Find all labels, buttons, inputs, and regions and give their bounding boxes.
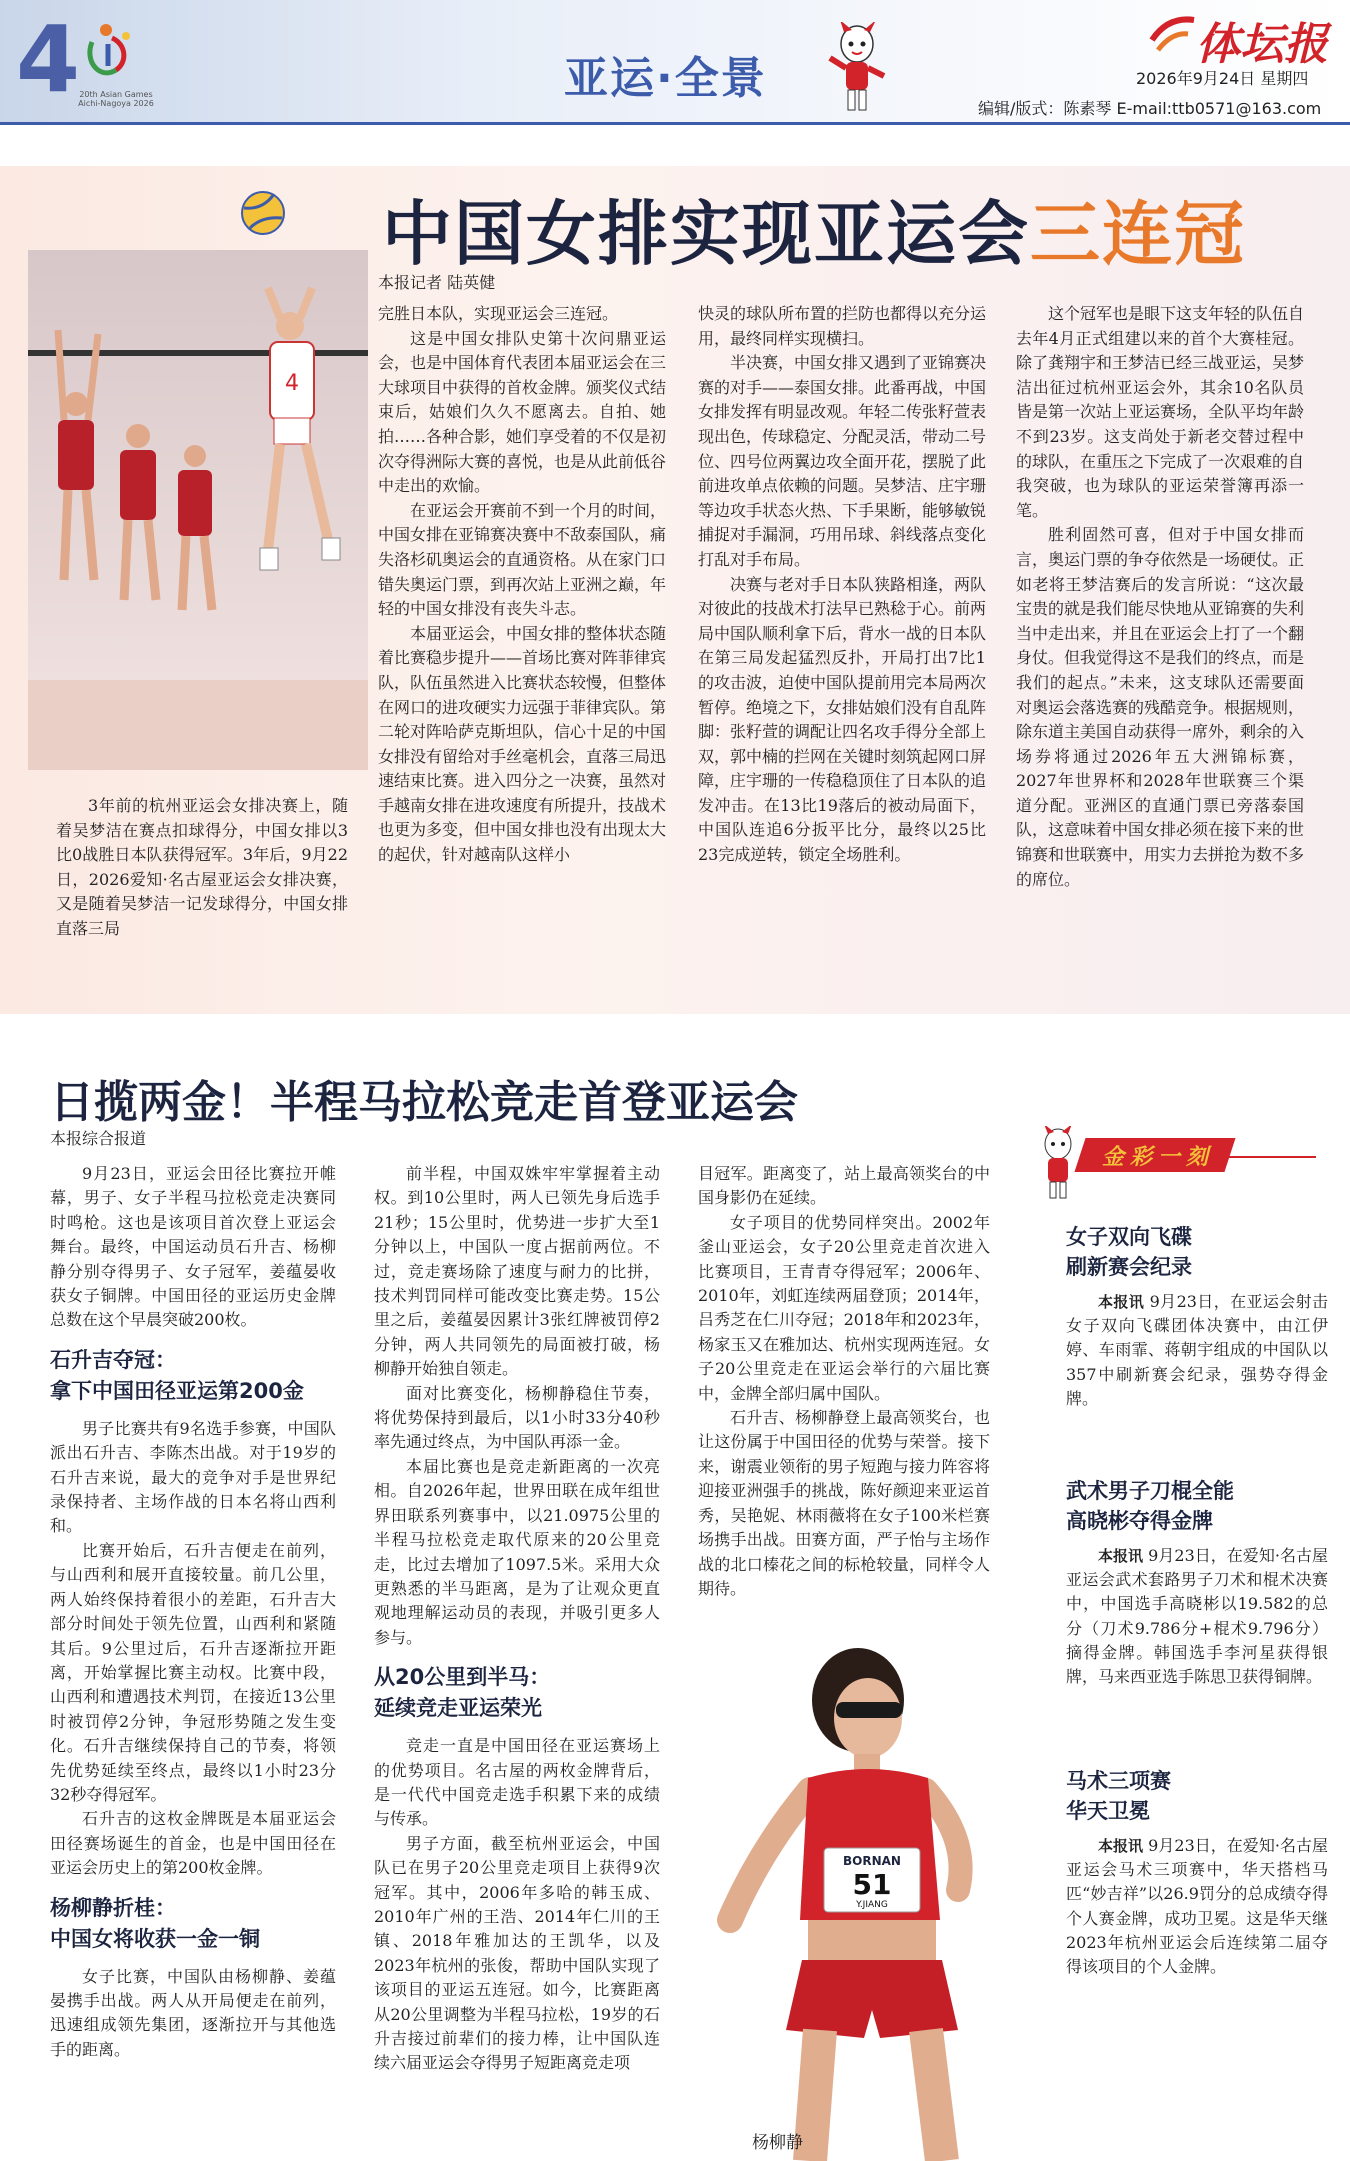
runner-photo-caption: 杨柳静 <box>752 2133 803 2153</box>
publication-date: 2026年9月24日 星期四 <box>1136 69 1309 88</box>
story2-byline: 本报综合报道 <box>50 1129 147 1148</box>
paragraph: 面对比赛变化，杨柳静稳住节奏，将优势保持到最后，以1小时33分40秒率先通过终点，为中国队再添一金。 <box>374 1383 660 1452</box>
brief-lead: 本报讯 <box>1098 1293 1145 1311</box>
race-walker-photo <box>690 1590 1010 2161</box>
editor-line: 编辑/版式：陈素琴 E-mail:ttb0571@163.com <box>978 99 1322 118</box>
paragraph: 完胜日本队，实现亚运会三连冠。 <box>378 304 619 323</box>
story1-byline: 本报记者 陆英健 <box>378 273 496 292</box>
brief-title-line1: 马术三项赛 <box>1066 1769 1171 1793</box>
asian-games-logo <box>82 22 144 82</box>
brief-title-line2: 华天卫冕 <box>1066 1799 1150 1823</box>
paragraph: 这个冠军也是眼下这支年轻的队伍自去年4月正式组建以来的首个大赛桂冠。除了龚翔宇和王梦洁已经三战亚运，吴梦洁出征过杭州亚运会外，其余10名队员皆是第一次站上亚运赛场，全队平均年龄不到23岁。这支尚处于新老交替过程中的球队，在重压之下完成了一次艰难的自我突破，也为球队的亚运荣誉簿再添一笔。 <box>1016 304 1305 520</box>
subheading <box>50 1893 336 1955</box>
subheading-line2: 延续竞走亚运荣光 <box>374 1696 542 1721</box>
story2-column-3 <box>698 1162 990 1601</box>
paper-name: 体坛报 <box>1196 19 1328 70</box>
paragraph: 女子项目的优势同样突出。2002年釜山亚运会，女子20公里竞走首次进入比赛项目，王青青夺得冠军；2006年、2010年，刘虹连续两届登顶；2014年，吕秀芝在仁川夺冠；2018年和2023年，杨家玉又在雅加达、杭州实现两连冠。女子20公里竞走在亚运会举行的六届比赛中，金牌全部归属中国队。 <box>698 1212 990 1403</box>
paragraph: 胜利固然可喜，但对于中国女排而言，奥运门票的争夺依然是一场硬仗。正如老将王梦洁赛后的发言所说：“这次最宝贵的就是我们能尽快地从亚锦赛的失利当中走出来，并且在亚运会上打了一个翻身仗。但我觉得这不是我们的终点，而是我们的起点。”未来，这支球队还需要面对奥运会落选赛的残酷竞争。根据规则，除东道主美国自动获得一席外，剩余的入场券将通过2026年五大洲锦标赛，2027年世界杯和2028年世联赛三个渠道分配。亚洲区的直通门票已旁落泰国队，这意味着中国女排必须在接下来的世锦赛和世联赛中，用实力去拼抢为数不多的席位。 <box>1016 525 1305 889</box>
header-divider <box>0 122 1350 125</box>
paragraph: 前半程，中国双姝牢牢掌握着主动权。到10公里时，两人已领先身后选手21秒；15公里时，优势进一步扩大至1分钟以上，中国队一度占据前两位。不过，竞走赛场除了速度与耐力的比拼，技术判罚同样可能改变比赛走势。15公里之后，姜蕴晏因累计3张红牌被罚停2分钟，两人共同领先的局面被打破，杨柳静开始独自领走。 <box>374 1164 660 1379</box>
paragraph: 这是中国女排队史第十次问鼎亚运会，也是中国体育代表团本届亚运会在三大球项目中获得的首枚金牌。颁奖仪式结束后，姑娘们久久不愿离去。自拍、她拍……各种合影，她们享受着的不仅是初次夺得洲际大赛的喜悦，也是从此前低谷中走出的欢愉。 <box>378 328 667 496</box>
subheading-line2: 中国女将收获一金一铜 <box>50 1926 260 1951</box>
paragraph: 石升吉的这枚金牌既是本届亚运会田径赛场诞生的首金，也是中国田径在亚运会历史上的第200枚金牌。 <box>50 1809 336 1878</box>
page-number: 4 <box>16 6 81 113</box>
story1-column-1 <box>378 302 666 868</box>
paragraph: 石升吉、杨柳静登上最高领奖台，也让这份属于中国田径的优势与荣誉。接下来，谢震业领衔的男子短跑与接力阵容将迎接亚洲强手的挑战，陈好颜迎来亚运首秀，吴艳妮、林雨薇将在女子100米栏赛场携手出战。田赛方面，严子怡与主场作战的北口榛花之间的标枪较量，同样令人期待。 <box>698 1408 990 1598</box>
brief-body: 9月23日，在爱知·名古屋亚运会马术三项赛中，华天搭档马匹“妙吉祥”以26.9罚分的总成绩夺得个人赛金牌，成功卫冕。这是华天继2023年杭州亚运会后连续第二届夺得该项目的个人金牌。 <box>1066 1836 1328 1977</box>
paragraph: 竞走一直是中国田径在亚运赛场上的优势项目。名古屋的两枚金牌背后，是一代代中国竞走选手积累下来的成绩与传承。 <box>374 1736 660 1829</box>
subheading-line2: 拿下中国田径亚运第200金 <box>50 1378 304 1403</box>
news-brief <box>1066 1222 1328 1411</box>
games-logo-caption: 20th Asian Games Aichi-Nagoya 2026 <box>78 90 154 108</box>
paragraph: 本届比赛也是竞走新距离的一次亮相。自2026年起，世界田联在成年组世界田联系列赛事中，以21.0975公里的半程马拉松竞走取代原来的20公里竞走，比过去增加了1097.5米。采用大众更熟悉的半马距离，是为了让观众更直观地理解运动员的表现，并吸引更多人参与。 <box>374 1456 660 1647</box>
sidebar-banner-rule <box>1220 1156 1316 1158</box>
brief-title-line1: 武术男子刀棍全能 <box>1066 1479 1234 1503</box>
subheading-line1: 石升吉夺冠： <box>50 1347 176 1372</box>
paragraph: 比赛开始后，石升吉便走在前列，与山西利和展开直接较量。前几公里，两人始终保持着很小的差距，石升吉大部分时间处于领先位置，山西利和紧随其后。9公里过后，石升吉逐渐拉开距离，开始掌握比赛主动权。比赛中段，山西利和遭遇技术判罚，在接近13公里时被罚停2分钟，争冠形势随之发生变化。石升吉继续保持自己的节奏，将领先优势延续至终点，最终以1小时23分32秒夺得冠军。 <box>50 1540 336 1804</box>
bib-name: Y.JIANG <box>856 1900 888 1910</box>
story1-column-2 <box>698 302 986 868</box>
headline-main: 中国女排实现亚运会 <box>382 193 1030 275</box>
paragraph: 决赛与老对手日本队狭路相逢，两队对彼此的技战术打法早已熟稔于心。前两局中国队顺利拿下后，背水一战的日本队在第三局发起猛烈反扑，开局打出7比1的攻击波，迫使中国队提前用完本局两次暂停。绝境之下，女排姑娘们没有自乱阵脚：张籽萱的调配让四名攻手得分全部上双，郭中楠的拦网在关键时刻筑起网口屏障，庄宇珊的一传稳稳顶住了日本队的追发冲击。在13比19落后的被动局面下，中国队连追6分扳平比分，最终以25比23完成逆转，锁定全场胜利。 <box>698 574 987 865</box>
brief-body: 9月23日，在爱知·名古屋亚运会武术套路男子刀术和棍术决赛中，中国选手高晓彬以19.582的总分（刀术9.786分+棍术9.796分）摘得金牌。韩国选手李河星获得银牌，马来西亚选手陈思卫获得铜牌。 <box>1066 1546 1328 1687</box>
news-brief <box>1066 1476 1328 1689</box>
bib-number: 51 <box>852 1868 892 1901</box>
brief-title-line1: 女子双向飞碟 <box>1066 1225 1192 1249</box>
volleyball-players-photo <box>28 250 368 770</box>
paragraph: 快灵的球队所布置的拦防也都得以充分运用，最终同样实现横扫。 <box>698 304 987 348</box>
headline-accent: 三连冠 <box>1030 193 1246 275</box>
story1-photo-caption: 3年前的杭州亚运会女排决赛上，随着吴梦洁在赛点扣球得分，中国女排以3比0战胜日本队获得冠军。3年后，9月22日，2026爱知·名古屋亚运会女排决赛，又是随着吴梦洁一记发球得分，中国女排直落三局 <box>56 796 348 938</box>
sidebar-banner-title: 金彩一刻 <box>1102 1145 1215 1170</box>
brief-title-line2: 刷新赛会纪录 <box>1066 1255 1192 1279</box>
mascot-illustration <box>822 22 892 116</box>
highlights-sidebar <box>1030 1126 1330 2061</box>
brief-lead: 本报讯 <box>1098 1547 1144 1565</box>
paragraph: 目冠军。距离变了，站上最高领奖台的中国身影仍在延续。 <box>698 1164 990 1208</box>
bib-sponsor: BORNAN <box>843 1854 901 1868</box>
brief-lead: 本报讯 <box>1098 1837 1144 1855</box>
paragraph: 本届亚运会，中国女排的整体状态随着比赛稳步提升——首场比赛对阵菲律宾队，队伍虽然进入比赛状态较慢，但整体在网口的进攻硬实力远强于菲律宾队。第二轮对阵哈萨克斯坦队，信心十足的中国女排没有留给对手丝毫机会，直落三局迅速结束比赛。进入四分之一决赛，虽然对手越南女排在进攻速度有所提升，技战术也更为多变，但中国女排也没有出现太大的起伏，针对越南队这样小 <box>378 623 667 865</box>
story2-headline: 日揽两金！半程马拉松竞走首登亚运会 <box>50 1077 798 1128</box>
paragraph: 男子比赛共有9名选手参赛，中国队派出石升吉、李陈杰出战。对于19岁的石升吉来说，最大的竞争对手是世界纪录保持者、主场作战的日本名将山西利和。 <box>50 1418 336 1536</box>
page-header <box>0 0 1350 122</box>
volleyball-icon <box>240 190 286 236</box>
story2-column-2 <box>374 1162 660 2076</box>
brief-body: 9月23日，在亚运会射击女子双向飞碟团体决赛中，由江伊婷、车雨霏、蒋朝宇组成的中国队以357中刷新赛会纪录，强势夺得金牌。 <box>1066 1292 1328 1408</box>
paragraph: 半决赛，中国女排又遇到了亚锦赛决赛的对手——泰国女排。此番再战，中国女排发挥有明显改观。年轻二传张籽萱表现出色，传球稳定、分配灵活，带动二号位、四号位两翼边攻全面开花，摆脱了此前进攻单点依赖的问题。吴梦洁、庄宇珊等边攻手状态火热、下手果断，能够敏锐捕捉对手漏洞，巧用吊球、斜线落点变化打乱对手布局。 <box>698 353 987 569</box>
subheading <box>374 1662 660 1724</box>
brief-title-line2: 高晓彬夺得金牌 <box>1066 1509 1213 1533</box>
paragraph: 男子方面，截至杭州亚运会，中国队已在男子20公里竞走项目上获得9次冠军。其中，2006年多哈的韩玉成、2010年广州的王浩、2014年仁川的王镇、2018年雅加达的王凯华，以及2023年杭州的张俊，帮助中国队实现了该项目的亚运五连冠。如今，比赛距离从20公里调整为半程马拉松，19岁的石升吉接过前辈们的接力棒，让中国队连续六届亚运会夺得男子短距离竞走项 <box>374 1833 660 2073</box>
paragraph: 女子比赛，中国队由杨柳静、姜蕴晏携手出战。两人从开局便走在前列，迅速组成领先集团，逐渐拉开与其他选手的距离。 <box>50 1966 336 2059</box>
story1-headline <box>382 178 1246 279</box>
story1-column-3 <box>1016 302 1304 892</box>
paragraph: 在亚运会开赛前不到一个月的时间，中国女排在亚锦赛决赛中不敌泰国队，痛失洛杉矶奥运会的直通资格。从在家门口错失奥运门票，到再次站上亚洲之巅，年轻的中国女排没有丧失斗志。 <box>378 500 667 619</box>
story2-column-1 <box>50 1162 336 2062</box>
subheading <box>50 1345 336 1407</box>
svg-text:4: 4 <box>285 371 299 396</box>
paragraph: 9月23日，亚运会田径比赛拉开帷幕，男子、女子半程马拉松竞走决赛同时鸣枪。这也是该项目首次登上亚运会舞台。最终，中国运动员石升吉、杨柳静分别夺得男子、女子冠军，姜蕴晏收获女子铜牌。中国田径的亚运历史金牌总数在这个早晨突破200枚。 <box>50 1164 336 1330</box>
section-title: 亚运·全景 <box>564 53 767 104</box>
news-brief <box>1066 1766 1328 1979</box>
subheading-line1: 从20公里到半马： <box>374 1665 551 1690</box>
subheading-line1: 杨柳静折桂： <box>50 1895 176 1920</box>
